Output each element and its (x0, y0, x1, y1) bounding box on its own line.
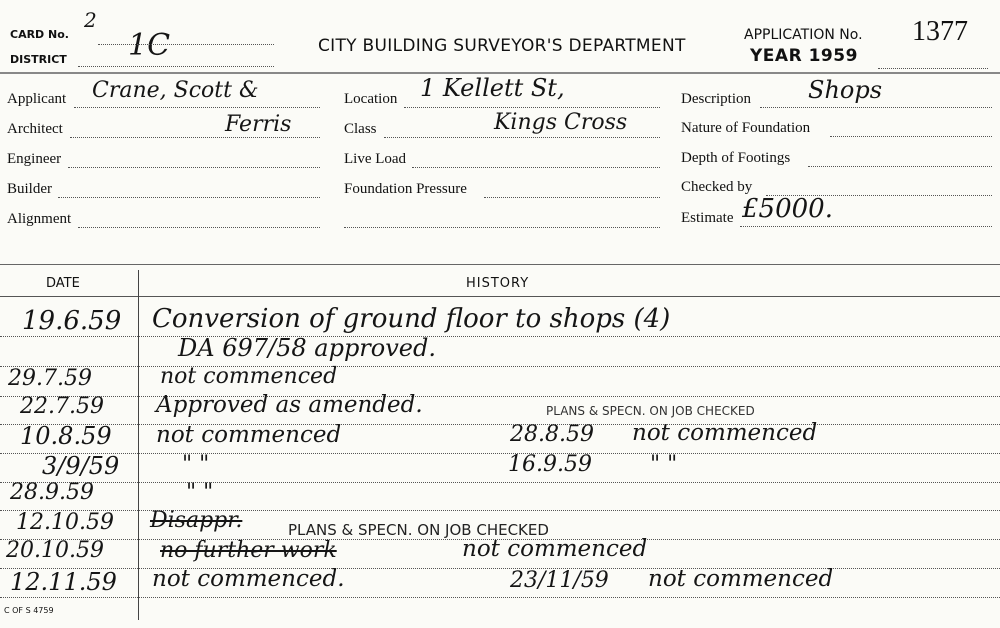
history-later-entry: not commenced (648, 566, 834, 592)
district-underline (78, 66, 274, 67)
location-line (404, 107, 660, 108)
foundation-pressure-label: Foundation Pressure (344, 181, 467, 197)
description-line (760, 107, 992, 108)
estimate-label: Estimate (681, 210, 734, 226)
foundation-pressure-line (484, 197, 660, 198)
card-no-label: CARD No. (10, 28, 69, 41)
card-no-value: 2 (84, 8, 97, 32)
history-date: 28.9.59 (10, 480, 94, 505)
history-date: 20.10.59 (6, 538, 104, 563)
applicant-label: Applicant (7, 91, 67, 107)
history-entry: Approved as amended. (156, 392, 423, 418)
history-entry: DA 697/58 approved. (178, 334, 436, 362)
history-entry: not commenced. (152, 566, 345, 592)
district-label: DISTRICT (10, 53, 67, 66)
history-entry: " " (182, 452, 210, 477)
history-entry: " " (186, 480, 214, 505)
ruled-line (0, 366, 1000, 367)
history-later-entry: not commenced (462, 536, 648, 562)
ruled-line (0, 482, 1000, 483)
form-code: C OF S 4759 (4, 606, 54, 615)
history-later-date: 28.8.59 (510, 422, 594, 447)
live-load-line (412, 167, 660, 168)
description-value: Shops (808, 76, 883, 104)
architect-label: Architect (7, 121, 63, 137)
ruled-line (0, 396, 1000, 397)
history-date: 22.7.59 (20, 394, 104, 419)
nature-of-foundation-line (830, 136, 992, 137)
history-later-date: 16.9.59 (508, 452, 592, 477)
engineer-label: Engineer (7, 151, 62, 167)
year-underline (878, 68, 988, 69)
stamp-text: PLANS & SPECN. ON JOB CHECKED (546, 404, 755, 418)
history-entry: not commenced (160, 364, 338, 389)
nature-of-foundation-label: Nature of Foundation (681, 120, 811, 136)
history-date: 10.8.59 (20, 422, 112, 450)
class-label: Class (344, 121, 377, 137)
history-date: 3/9/59 (42, 452, 120, 480)
ruled-line (0, 424, 1000, 425)
history-date: 12.11.59 (10, 568, 117, 596)
live-load-label: Live Load (344, 151, 407, 167)
history-later-entry: " " (650, 452, 678, 477)
history-date: 19.6.59 (22, 306, 122, 336)
department-title: CITY BUILDING SURVEYOR'S DEPARTMENT (318, 36, 686, 56)
estimate-line (740, 226, 992, 227)
history-entry: no further work (160, 538, 337, 563)
history-date: 12.10.59 (16, 510, 114, 535)
ruled-line (0, 453, 1000, 454)
location-label: Location (344, 91, 398, 107)
history-later-date: 23/11/59 (510, 568, 609, 593)
alignment-label: Alignment (7, 211, 72, 227)
description-label: Description (681, 91, 751, 107)
district-value: 1C (128, 28, 171, 63)
application-no-value: 1377 (912, 16, 968, 47)
estimate-value: £5000. (742, 194, 833, 224)
header-rule-bottom (0, 296, 1000, 297)
applicant-value-2: Ferris (225, 112, 292, 137)
class-line (384, 137, 660, 138)
col2-blank-line (344, 227, 660, 228)
builder-label: Builder (7, 181, 52, 197)
history-entry: Conversion of ground floor to shops (4) (152, 304, 671, 334)
date-header: DATE (46, 276, 80, 291)
depth-of-footings-label: Depth of Footings (681, 150, 791, 166)
card-no-underline (98, 44, 274, 45)
engineer-line (68, 167, 320, 168)
history-header: HISTORY (466, 276, 530, 291)
location-value: 1 Kellett St, (420, 74, 565, 102)
history-later-entry: not commenced (632, 420, 818, 446)
architect-line (70, 137, 320, 138)
application-no-label: APPLICATION No. (744, 27, 863, 43)
history-entry: not commenced (156, 422, 342, 448)
history-date: 29.7.59 (8, 366, 92, 391)
applicant-value: Crane, Scott & (92, 78, 259, 103)
ruled-line (0, 336, 1000, 337)
table-top-rule (0, 264, 1000, 265)
builder-line (58, 197, 320, 198)
alignment-line (78, 227, 320, 228)
year-label: YEAR 1959 (750, 46, 858, 66)
ruled-line (0, 568, 1000, 569)
ruled-line (0, 597, 1000, 598)
checked-by-label: Checked by (681, 179, 753, 195)
class-value: Kings Cross (494, 110, 628, 135)
stamp-text: PLANS & SPECN. ON JOB CHECKED (288, 521, 549, 539)
history-entry: Disappr. (150, 508, 243, 533)
applicant-line (74, 107, 320, 108)
depth-of-footings-line (808, 166, 992, 167)
